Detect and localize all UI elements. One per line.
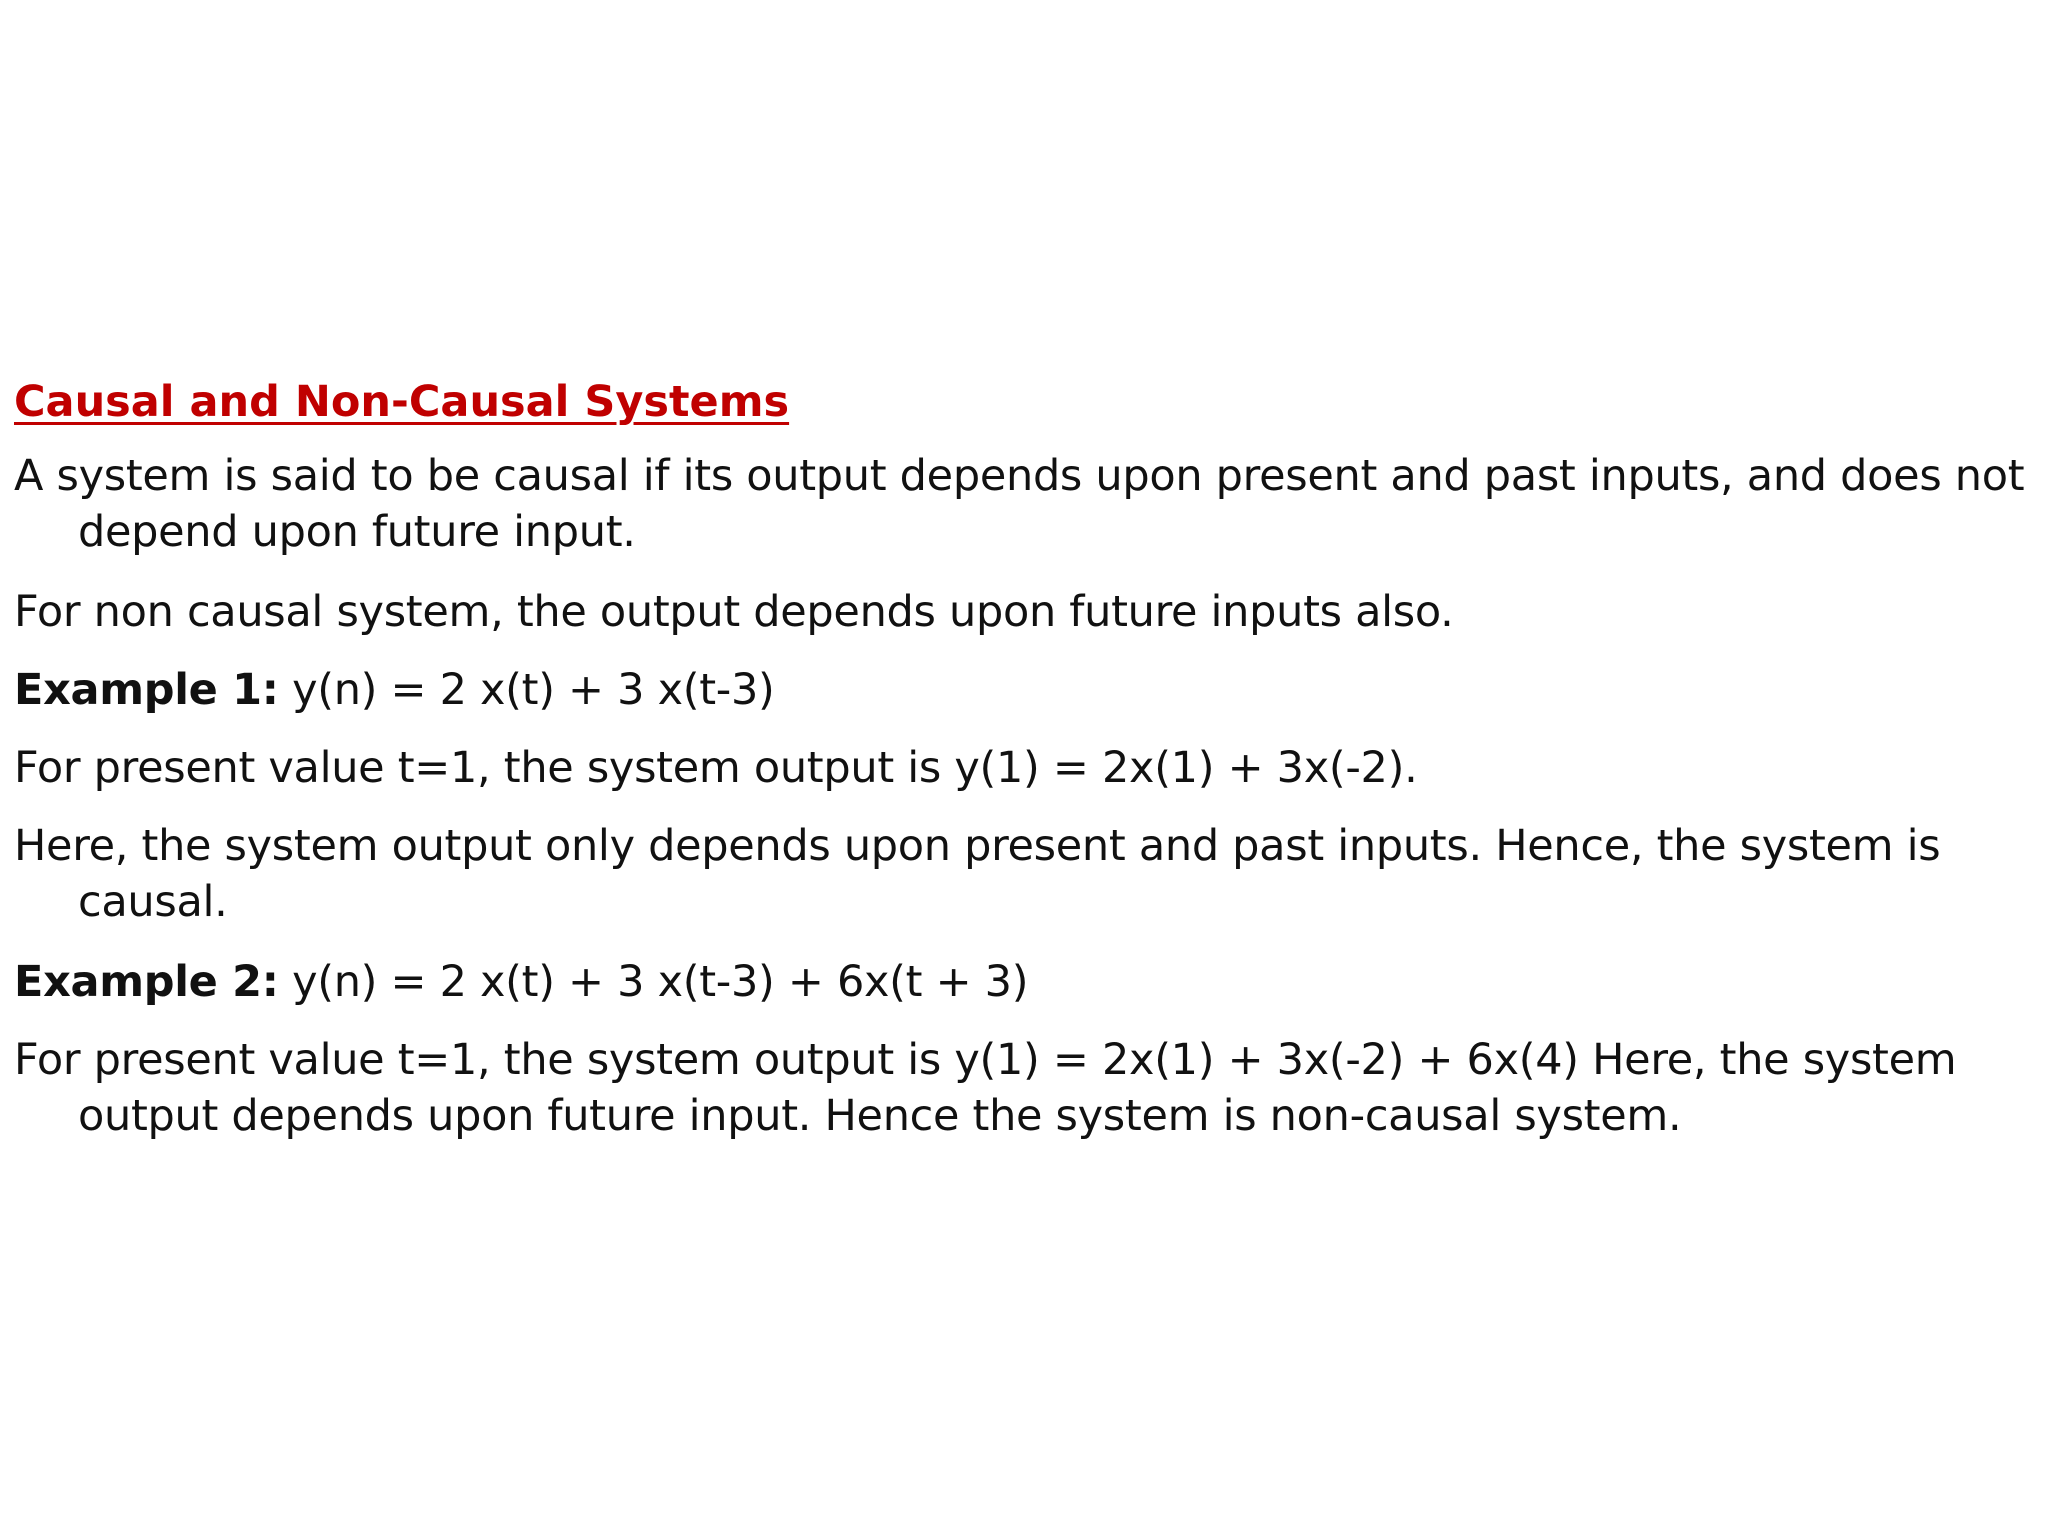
section-heading: Causal and Non-Causal Systems <box>14 377 790 427</box>
example-1-evaluation: For present value t=1, the system output is y(1) = 2x(1) + 3x(-2). <box>14 743 1418 793</box>
example-2-equation: y(n) = 2 x(t) + 3 x(t-3) + 6x(t + 3) <box>278 957 1029 1007</box>
document-body <box>14 372 2034 1168</box>
causal-definition: A system is said to be causal if its output depends upon present and past inputs, and does not depend upon future input. <box>14 451 2025 557</box>
example-2 <box>14 954 2034 1010</box>
example-1-label: Example 1: <box>14 665 279 715</box>
noncausal-definition: For non causal system, the output depends upon future inputs also. <box>14 587 1454 637</box>
example-2-evaluation: For present value t=1, the system output is y(1) = 2x(1) + 3x(-2) + 6x(4) Here, the system output depends upon future input. Hence the system is non-causal system. <box>14 1035 1957 1141</box>
example-1-conclusion: Here, the system output only depends upon present and past inputs. Hence, the system is causal. <box>14 821 1941 927</box>
example-2-label: Example 2: <box>14 957 279 1007</box>
example-1 <box>14 662 2034 718</box>
example-1-equation: y(n) = 2 x(t) + 3 x(t-3) <box>278 665 775 715</box>
